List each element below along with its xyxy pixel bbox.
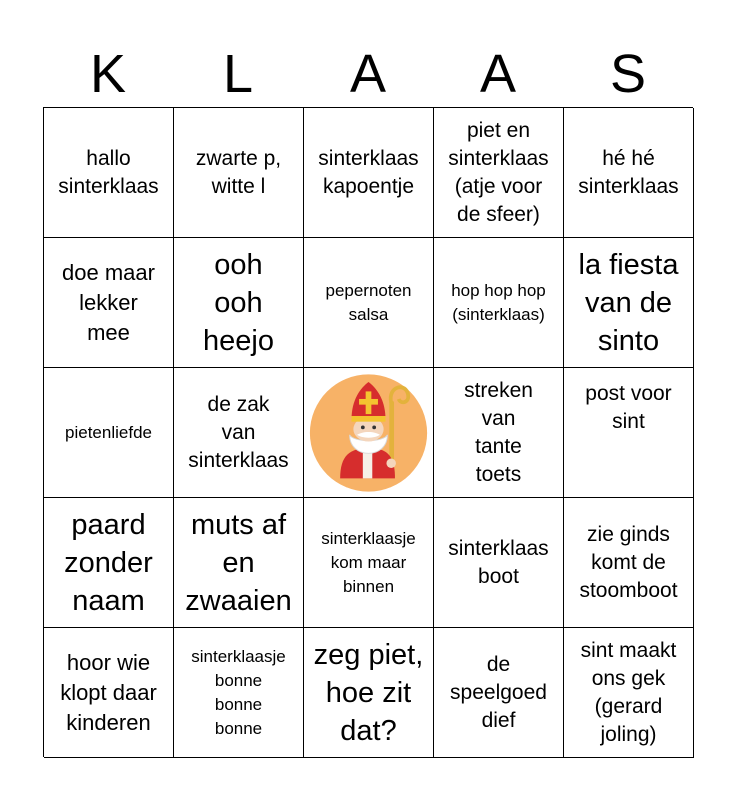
bingo-cell[interactable]	[304, 498, 434, 628]
bingo-cell[interactable]	[564, 628, 694, 758]
bingo-cell[interactable]	[434, 628, 564, 758]
cell-text: doe maar lekker mee	[62, 259, 155, 345]
bingo-cell[interactable]	[44, 108, 174, 238]
sinterklaas-icon	[308, 369, 429, 497]
bingo-cell[interactable]	[44, 368, 174, 498]
header-letter-s: S	[609, 44, 647, 104]
bingo-cell[interactable]	[44, 498, 174, 628]
header-letter-a2: A	[479, 44, 517, 104]
cell-text: sinterklaasje bonne bonne bonne	[191, 646, 286, 738]
bingo-cell[interactable]	[304, 238, 434, 368]
header-letter-a1: A	[349, 44, 387, 104]
bingo-cell[interactable]	[174, 108, 304, 238]
cell-text: zwarte p, witte l	[195, 146, 282, 198]
bingo-cell[interactable]	[44, 628, 174, 758]
cell-text: sinterklaasje kom maar binnen	[321, 528, 416, 596]
bingo-cell[interactable]	[174, 368, 304, 498]
bingo-cell[interactable]	[564, 108, 694, 238]
cell-text: streken van tante toets	[464, 378, 533, 486]
cell-text: zie ginds komt de stoomboot	[579, 522, 678, 602]
cell-text: hop hop hop (sinterklaas)	[451, 280, 546, 324]
cell-text: paard zonder naam	[64, 508, 153, 617]
bingo-cell[interactable]	[434, 368, 564, 498]
cell-text: piet en sinterklaas (atje voor de sfeer)	[448, 118, 549, 226]
bingo-cell[interactable]	[44, 238, 174, 368]
cell-text: sint maakt ons gek (gerard joling)	[580, 638, 677, 746]
cell-text: sinterklaas boot	[448, 536, 549, 588]
bingo-grid	[43, 107, 693, 757]
bingo-cell[interactable]	[174, 238, 304, 368]
bingo-header	[43, 40, 693, 108]
header-letter-k: K	[89, 44, 127, 104]
cell-text: sinterklaas kapoentje	[318, 146, 419, 198]
bingo-cell[interactable]	[174, 628, 304, 758]
bingo-cell[interactable]	[434, 498, 564, 628]
cell-text: hé hé sinterklaas	[578, 146, 679, 198]
cell-text: zeg piet, hoe zit dat?	[313, 638, 424, 747]
bingo-cell[interactable]	[174, 498, 304, 628]
bingo-cell-free[interactable]	[304, 368, 434, 498]
cell-text: ooh ooh heejo	[203, 248, 274, 357]
bingo-cell[interactable]	[564, 238, 694, 368]
cell-text: hallo sinterklaas	[58, 146, 159, 198]
cell-text: muts af en zwaaien	[185, 508, 292, 617]
bingo-cell[interactable]	[564, 368, 694, 498]
cell-text: pietenliefde	[65, 422, 152, 442]
cell-text: de speelgoed dief	[450, 652, 547, 732]
bingo-cell[interactable]	[434, 238, 564, 368]
cell-text: post voor sint	[585, 382, 672, 433]
cell-text: hoor wie klopt daar kinderen	[60, 649, 157, 735]
bingo-cell[interactable]	[304, 628, 434, 758]
header-letter-l: L	[222, 44, 254, 104]
cell-text: pepernoten salsa	[325, 280, 412, 324]
bingo-cell[interactable]	[304, 108, 434, 238]
bingo-cell[interactable]	[564, 498, 694, 628]
bingo-cell[interactable]	[434, 108, 564, 238]
cell-text: la fiesta van de sinto	[578, 248, 679, 357]
cell-text: de zak van sinterklaas	[188, 392, 289, 472]
